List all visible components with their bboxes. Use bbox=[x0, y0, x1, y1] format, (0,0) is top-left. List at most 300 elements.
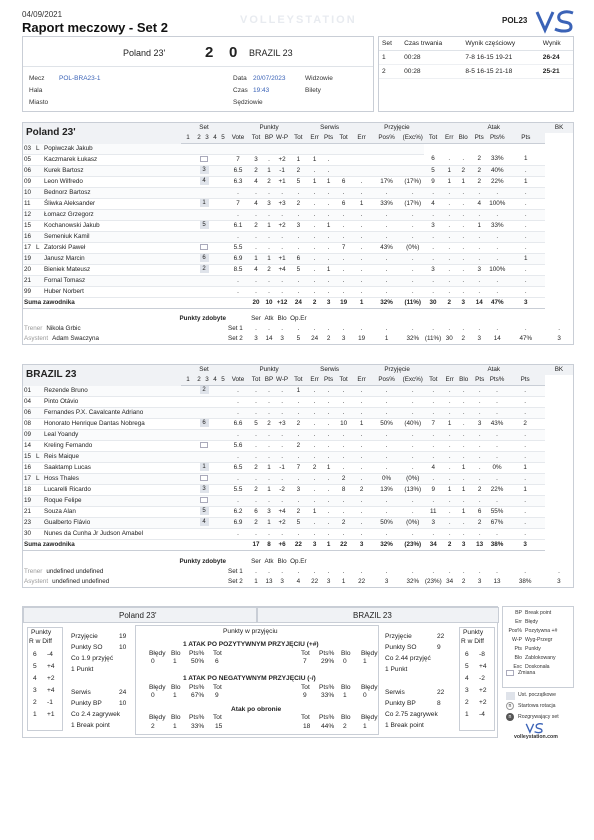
sum-cell: 3 bbox=[352, 540, 372, 551]
home-co-zagrywek: Co 2.4 zagrywek bbox=[71, 711, 121, 718]
player-name: Semeniuk Kamil bbox=[43, 231, 181, 242]
stat-cell: . bbox=[336, 253, 352, 264]
stat-cell: . bbox=[308, 209, 322, 220]
player-role: L bbox=[35, 474, 43, 485]
stat-cell: . bbox=[249, 529, 263, 540]
label-bilety: Bilety bbox=[305, 87, 321, 94]
player-row bbox=[23, 209, 573, 220]
label-czas: Czas bbox=[233, 87, 248, 94]
subheader-cell: Err bbox=[352, 133, 372, 144]
set2-cell: 2 bbox=[326, 335, 331, 342]
player-number: 23 bbox=[23, 518, 35, 529]
sum-row bbox=[23, 297, 573, 308]
player-row bbox=[23, 264, 573, 275]
grid-header: Tot bbox=[213, 650, 222, 657]
set2-cell: 5 bbox=[296, 335, 301, 342]
set2-cell: 13 bbox=[493, 577, 501, 585]
rotation-number: 1 bbox=[33, 711, 37, 718]
stat-cell: 7 bbox=[289, 463, 307, 474]
stat-cell: 3 bbox=[249, 154, 263, 165]
player-role bbox=[35, 275, 43, 286]
sum-cell: 10 bbox=[263, 297, 275, 308]
stat-cell: . bbox=[249, 231, 263, 242]
stat-cell: . bbox=[227, 286, 249, 297]
subheader-cell: (Exc%) bbox=[402, 133, 424, 144]
stat-cell: . bbox=[457, 419, 471, 430]
rotation-diff: +2 bbox=[479, 687, 487, 694]
rotation-diff: -2 bbox=[479, 675, 485, 682]
subheader-cell: Err bbox=[308, 375, 322, 386]
stat-cell: 2 bbox=[263, 419, 275, 430]
rotation-number: 2 bbox=[465, 699, 469, 706]
assistant-label: Asystent bbox=[24, 577, 49, 585]
rotation-number: 4 bbox=[465, 675, 469, 682]
set-position bbox=[181, 485, 227, 496]
away-so-label: Punkty SO bbox=[385, 644, 417, 651]
rotation-diff: +4 bbox=[47, 687, 55, 694]
player-name: Kochanowski Jakub bbox=[43, 220, 181, 231]
player-name: Leon Wilfredo bbox=[43, 176, 181, 187]
stat-cell: 0% bbox=[489, 463, 506, 474]
subheader-cell: Blo bbox=[456, 133, 470, 144]
subheader-cell: 1 bbox=[181, 133, 195, 144]
stat-cell: . bbox=[249, 452, 263, 463]
away-team-name: BRAZIL 23 bbox=[249, 48, 293, 58]
stat-cell: 55% bbox=[489, 507, 506, 518]
grid-value: 0 bbox=[151, 692, 155, 699]
away-score: 0 bbox=[229, 44, 238, 61]
stat-cell: . bbox=[322, 507, 336, 518]
set1-cell: . bbox=[558, 567, 560, 575]
rotation-diff: +1 bbox=[47, 711, 55, 718]
stat-cell: . bbox=[322, 253, 336, 264]
stat-cell: . bbox=[336, 264, 352, 275]
set-position bbox=[181, 154, 227, 165]
player-number: 99 bbox=[23, 286, 35, 297]
stat-cell: (17%) bbox=[402, 198, 424, 209]
stat-cell: . bbox=[263, 397, 275, 408]
stat-cell: . bbox=[402, 441, 424, 452]
set1-cell: . bbox=[524, 567, 526, 575]
stat-cell: 7 bbox=[227, 198, 249, 209]
stat-cell bbox=[322, 144, 336, 155]
stat-cell: . bbox=[506, 264, 545, 275]
stat-cell: 2 bbox=[289, 419, 307, 430]
spacer bbox=[289, 123, 307, 133]
sum-cell: 3 bbox=[506, 297, 545, 308]
stat-cell: . bbox=[456, 198, 470, 209]
stat-cell: . bbox=[308, 419, 322, 430]
player-name: Nunes da Cunha Jr Judson Amabel bbox=[43, 529, 181, 540]
header-przyjecie: Przyjęcie bbox=[352, 123, 443, 133]
legend-key: W-P bbox=[512, 637, 522, 643]
player-role bbox=[35, 518, 43, 529]
starting-position: 4 bbox=[200, 518, 209, 526]
stat-cell: 1 bbox=[263, 518, 275, 529]
coach-name: undefined undefined bbox=[46, 567, 104, 575]
stat-cell: 1 bbox=[263, 485, 275, 496]
player-number: 21 bbox=[23, 507, 35, 518]
starting-position: 6 bbox=[200, 254, 209, 262]
stat-cell: (17%) bbox=[402, 176, 424, 187]
stat-cell: . bbox=[424, 430, 443, 441]
stat-cell: 5.6 bbox=[227, 441, 249, 452]
stat-cell: +1 bbox=[275, 176, 289, 187]
subheader-cell: W-P bbox=[275, 133, 289, 144]
player-row bbox=[23, 496, 573, 507]
set-position bbox=[181, 507, 227, 518]
stat-cell: 2 bbox=[249, 485, 263, 496]
header-bk: BK bbox=[545, 365, 573, 375]
stat-cell: 43% bbox=[489, 419, 506, 430]
subheader-cell: Pts bbox=[471, 375, 489, 386]
stat-cell: . bbox=[249, 286, 263, 297]
player-role bbox=[35, 231, 43, 242]
stat-cell: . bbox=[322, 231, 336, 242]
stat-cell: . bbox=[372, 253, 402, 264]
stat-cell: . bbox=[402, 220, 424, 231]
stat-cell: 6.9 bbox=[227, 518, 249, 529]
subheader-cell: (Exc%) bbox=[402, 375, 424, 386]
stat-cell: . bbox=[470, 253, 488, 264]
header-set: Set bbox=[181, 365, 227, 375]
grid-value: 29% bbox=[321, 658, 335, 665]
stat-cell: . bbox=[506, 209, 545, 220]
stat-cell: . bbox=[402, 408, 424, 419]
grid-value: 15 bbox=[215, 723, 223, 730]
stat-cell: . bbox=[505, 408, 544, 419]
stat-cell bbox=[352, 165, 372, 176]
report-date: 04/09/2021 bbox=[22, 10, 63, 19]
stat-cell: . bbox=[275, 430, 289, 441]
points-scored-col: Op.Er bbox=[290, 315, 307, 322]
set1-cell: . bbox=[342, 567, 345, 575]
set1-cell: . bbox=[360, 567, 363, 575]
stat-header-row bbox=[23, 365, 573, 375]
stat-cell: 2 bbox=[470, 176, 488, 187]
stat-cell: . bbox=[308, 518, 322, 529]
stat-cell: 1 bbox=[322, 264, 336, 275]
stat-cell: . bbox=[372, 496, 402, 507]
neg-attack-title: 1 ATAK PO NEGATYWNYM PRZYJĘCIU (-/) bbox=[183, 675, 316, 682]
grid-value: 1 bbox=[363, 658, 367, 665]
player-role bbox=[35, 209, 43, 220]
stat-cell: . bbox=[506, 187, 545, 198]
set2-cell: 3 bbox=[477, 577, 482, 585]
stat-cell: . bbox=[249, 430, 263, 441]
stat-cell: 2 bbox=[289, 507, 307, 518]
stat-cell: . bbox=[443, 397, 457, 408]
stat-cell: . bbox=[336, 507, 352, 518]
stat-cell: . bbox=[457, 518, 471, 529]
set2-cell: 3 bbox=[280, 577, 284, 585]
stat-cell: . bbox=[489, 496, 506, 507]
rotation-number: 6 bbox=[33, 651, 37, 658]
stat-cell: . bbox=[227, 397, 249, 408]
player-role bbox=[35, 441, 43, 452]
stat-cell: -1 bbox=[275, 165, 289, 176]
player-number: 17 bbox=[23, 474, 35, 485]
player-number: 15 bbox=[23, 452, 35, 463]
player-row bbox=[23, 408, 573, 419]
stat-cell: . bbox=[457, 386, 471, 397]
sum-cell: 3 bbox=[322, 297, 336, 308]
stat-cell: 2 bbox=[352, 485, 372, 496]
stat-cell: 4 bbox=[249, 264, 263, 275]
home-rw-diff-label: R w Diff bbox=[29, 638, 52, 645]
away-przyjecie-label: Przyjęcie bbox=[385, 633, 412, 640]
stat-cell: (0%) bbox=[402, 518, 424, 529]
set-position bbox=[181, 518, 227, 529]
stat-cell: . bbox=[322, 419, 336, 430]
stat-cell: . bbox=[424, 209, 442, 220]
stat-cell: 1 bbox=[322, 220, 336, 231]
pos-attack-title: 1 ATAK PO POZYTYWNYM PRZYJĘCIU (+#) bbox=[183, 641, 319, 648]
player-number: 08 bbox=[23, 419, 35, 430]
stat-cell: . bbox=[505, 529, 544, 540]
stat-cell: . bbox=[322, 154, 336, 165]
set2-cell: 1 bbox=[384, 335, 389, 342]
player-name: Łomacz Grzegorz bbox=[43, 209, 181, 220]
stat-cell: . bbox=[336, 386, 352, 397]
stat-cell: 8.5 bbox=[227, 264, 249, 275]
grid-header: Blo bbox=[341, 714, 351, 721]
stat-cell: . bbox=[275, 397, 289, 408]
stat-cell: . bbox=[227, 452, 249, 463]
stat-cell: . bbox=[456, 220, 470, 231]
stat-cell: +3 bbox=[275, 198, 289, 209]
player-number: 18 bbox=[23, 485, 35, 496]
stat-cell: . bbox=[227, 496, 249, 507]
player-role bbox=[35, 253, 43, 264]
stat-cell: . bbox=[372, 220, 402, 231]
grid-header: Pts% bbox=[319, 684, 335, 691]
stat-cell bbox=[249, 144, 263, 155]
stat-cell: . bbox=[227, 231, 249, 242]
stat-cell: . bbox=[289, 452, 307, 463]
stat-cell: . bbox=[275, 452, 289, 463]
stat-cell: 1 bbox=[263, 463, 275, 474]
stat-cell: . bbox=[352, 386, 372, 397]
stat-cell: . bbox=[443, 507, 457, 518]
away-team-stats bbox=[22, 364, 574, 588]
label-hala: Hala bbox=[29, 87, 43, 94]
set1-label: Set 1 bbox=[228, 325, 243, 332]
sum-cell: (11%) bbox=[402, 297, 424, 308]
points-scored-col: Blo bbox=[277, 315, 287, 322]
stat-cell: . bbox=[372, 275, 402, 286]
set1-cell: . bbox=[268, 325, 270, 332]
starting-position: 2 bbox=[200, 265, 209, 273]
sum-cell: 1 bbox=[352, 297, 372, 308]
stat-cell: . bbox=[249, 397, 263, 408]
set1-cell: . bbox=[297, 325, 300, 332]
stat-cell bbox=[402, 165, 424, 176]
stat-cell: . bbox=[352, 275, 372, 286]
set1-cell: . bbox=[360, 325, 363, 332]
set-position bbox=[181, 253, 227, 264]
grid-value: 9 bbox=[215, 692, 219, 699]
summary-away-name: BRAZIL 23 bbox=[353, 611, 392, 620]
player-number: 11 bbox=[23, 198, 35, 209]
player-row bbox=[23, 419, 573, 430]
set-cell: 1 bbox=[379, 51, 401, 65]
away-so-value: 9 bbox=[437, 644, 441, 651]
sum-cell: 14 bbox=[470, 297, 488, 308]
stat-cell: . bbox=[471, 441, 489, 452]
player-role bbox=[35, 198, 43, 209]
stat-cell: . bbox=[402, 430, 424, 441]
stat-cell: . bbox=[289, 275, 307, 286]
rotation-diff: +4 bbox=[47, 663, 55, 670]
stat-cell: . bbox=[227, 209, 249, 220]
stat-cell: . bbox=[505, 397, 544, 408]
set2-cell: 2 bbox=[461, 335, 465, 342]
player-row bbox=[23, 275, 573, 286]
stat-cell: . bbox=[489, 529, 506, 540]
stat-cell: 9 bbox=[424, 485, 443, 496]
stat-cell: . bbox=[505, 474, 544, 485]
stat-cell: . bbox=[289, 187, 307, 198]
stat-cell: 1 bbox=[506, 176, 545, 187]
stat-cell: . bbox=[308, 264, 322, 275]
set2-cell: 3 bbox=[280, 335, 284, 342]
player-row bbox=[23, 231, 573, 242]
stat-cell: . bbox=[424, 397, 443, 408]
grid-value: 33% bbox=[191, 723, 205, 730]
player-role bbox=[35, 264, 43, 275]
stat-cell: . bbox=[443, 441, 457, 452]
stat-cell bbox=[263, 144, 275, 155]
away-serwis-label: Serwis bbox=[385, 689, 405, 696]
away-bp-value: 8 bbox=[437, 700, 441, 707]
stat-cell: 6 bbox=[336, 198, 352, 209]
stat-cell: . bbox=[322, 165, 336, 176]
set2-cell: (23%) bbox=[424, 577, 442, 585]
legend-item bbox=[504, 637, 552, 643]
stat-cell: . bbox=[352, 507, 372, 518]
match-info-panel bbox=[22, 36, 374, 112]
starting-position: 3 bbox=[200, 485, 209, 493]
stat-cell: 6 bbox=[249, 507, 263, 518]
set-position bbox=[181, 441, 227, 452]
stat-cell: . bbox=[352, 286, 372, 297]
stat-cell: . bbox=[352, 474, 372, 485]
match-id: POL-BRA23-1 bbox=[59, 75, 101, 82]
player-name: Honorato Henrique Dantas Nobrega bbox=[43, 419, 181, 430]
stat-cell: . bbox=[263, 187, 275, 198]
stat-cell: . bbox=[336, 209, 352, 220]
stat-cell: 2 bbox=[336, 518, 352, 529]
set2-label: Set 2 bbox=[228, 335, 243, 342]
stat-cell: . bbox=[352, 264, 372, 275]
stat-cell: . bbox=[402, 187, 424, 198]
stat-cell: . bbox=[308, 275, 322, 286]
player-role bbox=[35, 386, 43, 397]
set2-cell: 13 bbox=[265, 577, 273, 585]
label-widzowie: Widzowie bbox=[305, 75, 333, 82]
stat-cell: 2 bbox=[471, 518, 489, 529]
stat-cell: 11 bbox=[424, 507, 443, 518]
legend bbox=[502, 606, 574, 738]
volleystation-logo-icon bbox=[535, 8, 577, 34]
set1-cell: . bbox=[462, 325, 465, 332]
subheader-cell: Tot bbox=[249, 375, 263, 386]
stat-cell: . bbox=[372, 264, 402, 275]
stat-cell: . bbox=[372, 507, 402, 518]
sum-cell: 3 bbox=[456, 297, 470, 308]
stat-cell: . bbox=[489, 408, 506, 419]
player-role bbox=[35, 430, 43, 441]
stat-cell: . bbox=[505, 518, 544, 529]
stat-cell bbox=[402, 154, 424, 165]
stat-cell bbox=[372, 165, 402, 176]
legend-key: Pts bbox=[514, 646, 522, 652]
points-scored-col: Op.Er bbox=[290, 557, 307, 565]
grid-value: 2 bbox=[151, 723, 155, 730]
page-title: Raport meczowy - Set 2 bbox=[22, 20, 168, 35]
legend-item bbox=[504, 655, 556, 661]
stat-cell: . bbox=[471, 408, 489, 419]
player-role: L bbox=[35, 242, 43, 253]
set1-cell: . bbox=[411, 325, 414, 332]
stat-cell: 2 bbox=[263, 176, 275, 187]
substitution-icon bbox=[506, 670, 514, 676]
stat-cell: 4 bbox=[470, 198, 488, 209]
stat-cell: . bbox=[457, 452, 471, 463]
stat-cell: . bbox=[443, 408, 457, 419]
stat-cell: . bbox=[336, 452, 352, 463]
subheader-cell: Blo bbox=[457, 375, 471, 386]
grid-header: Tot bbox=[301, 684, 310, 691]
rotation-number: 5 bbox=[33, 663, 37, 670]
player-number: 20 bbox=[23, 264, 35, 275]
stat-cell: . bbox=[336, 441, 352, 452]
stat-cell: . bbox=[308, 286, 322, 297]
stat-cell: . bbox=[263, 430, 275, 441]
set-position bbox=[181, 187, 227, 198]
set2-cell: 38% bbox=[518, 577, 532, 585]
stat-cell: . bbox=[289, 474, 307, 485]
player-number: 16 bbox=[23, 463, 35, 474]
subheader-cell: Vote bbox=[227, 133, 249, 144]
subheader-cell: Pts% bbox=[488, 133, 506, 144]
player-number: 06 bbox=[23, 165, 35, 176]
stat-cell: . bbox=[488, 242, 506, 253]
stat-cell: 1 bbox=[289, 386, 307, 397]
summary-home-name: Poland 23' bbox=[119, 611, 157, 620]
set-position bbox=[181, 264, 227, 275]
stat-cell: . bbox=[322, 485, 336, 496]
stat-cell: . bbox=[505, 496, 544, 507]
player-row bbox=[23, 474, 573, 485]
sum-cell: 30 bbox=[424, 297, 442, 308]
stat-cell: . bbox=[289, 397, 307, 408]
starting-position: 4 bbox=[200, 177, 209, 185]
set1-cell: . bbox=[448, 325, 451, 332]
set1-cell: . bbox=[268, 567, 270, 575]
subheader-cell: BP bbox=[263, 133, 275, 144]
stat-cell: 2 bbox=[470, 154, 488, 165]
set1-cell: . bbox=[411, 567, 414, 575]
player-number: 12 bbox=[23, 209, 35, 220]
spacer bbox=[227, 557, 249, 567]
stat-cell: . bbox=[442, 253, 456, 264]
stat-cell: . bbox=[322, 518, 336, 529]
stat-cell: 2 bbox=[470, 165, 488, 176]
set2-cell: 3 bbox=[557, 335, 561, 342]
summary-section bbox=[22, 606, 574, 738]
